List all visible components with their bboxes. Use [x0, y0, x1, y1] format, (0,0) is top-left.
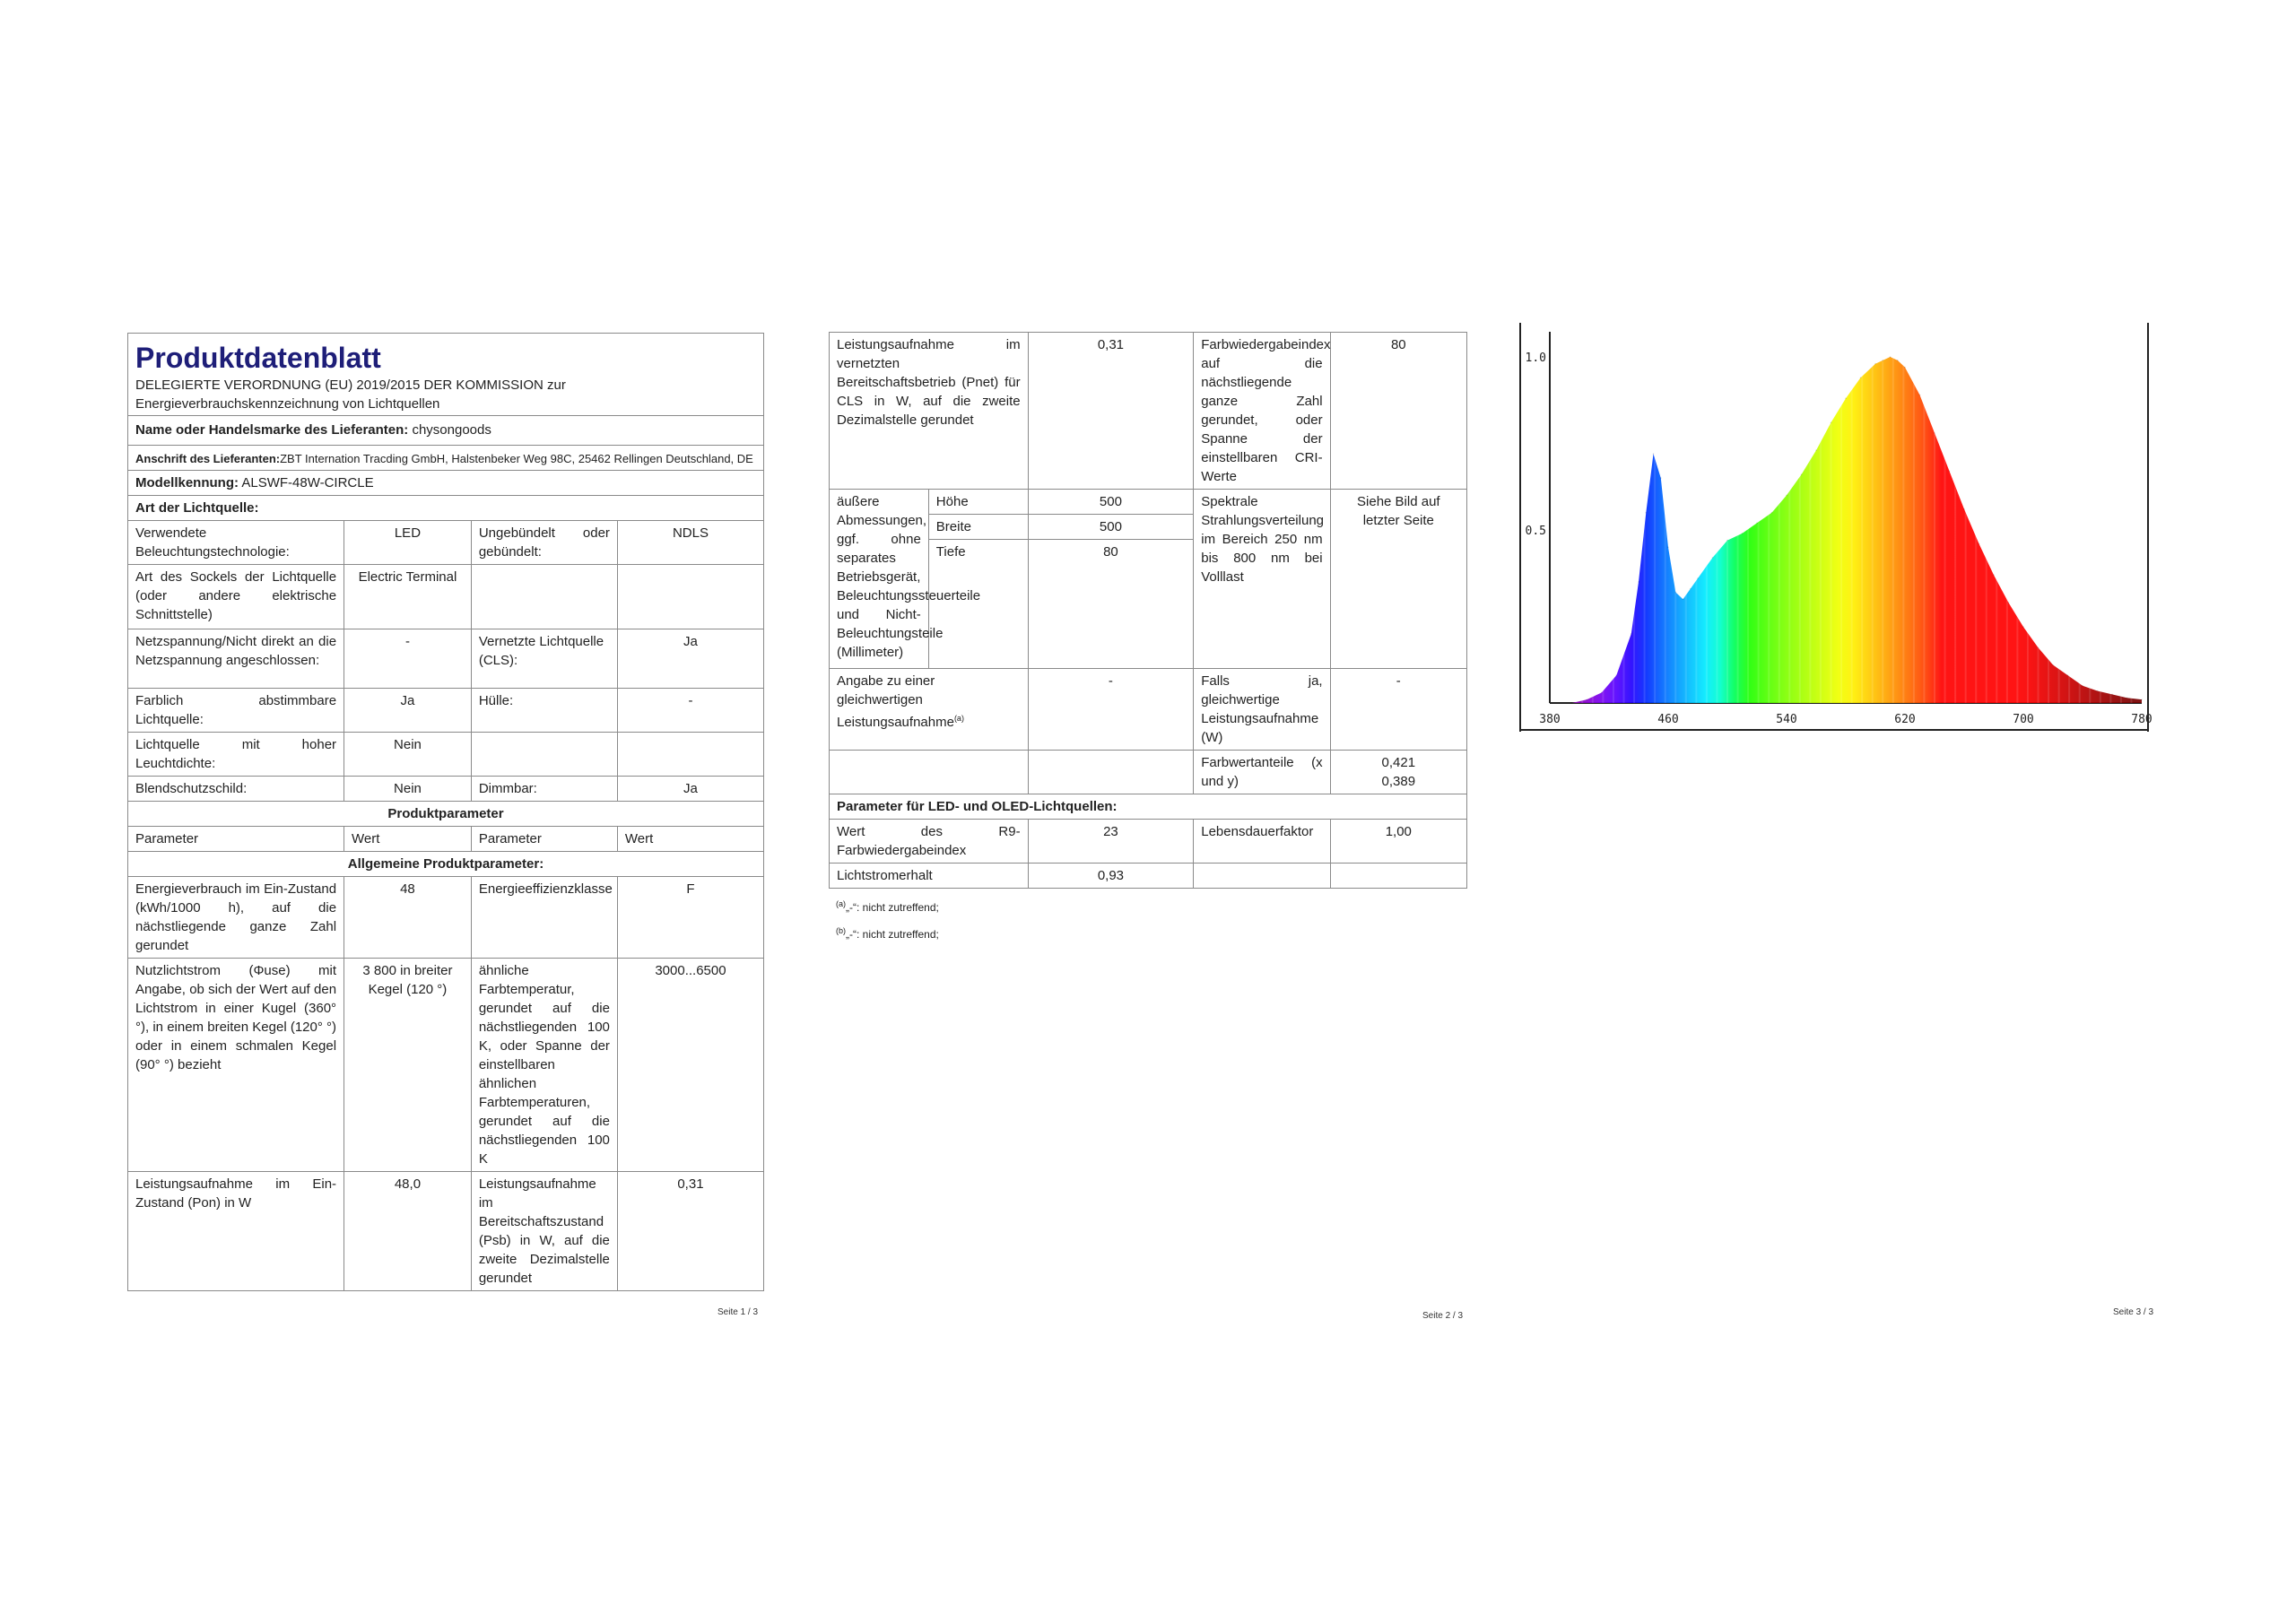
data-point: [1638, 581, 1639, 583]
energy-consumption-value: 48: [344, 877, 472, 959]
chromaticity-label: Farbwertanteile (x und y): [1194, 751, 1330, 794]
anti-glare-label: Blendschutzschild:: [128, 777, 344, 802]
cct-label: ähnliche Farbtemperatur, gerundet auf die nächstliegenden 100 K, oder Spanne der einstellbaren ähnlichen Farbtemperaturen, gerundet auf die nächstliegenden 100 K: [471, 959, 617, 1172]
data-point: [1890, 356, 1892, 358]
cap-type-value: Electric Terminal: [344, 565, 472, 629]
section-led-parameters: Parameter für LED- und OLED-Lichtquellen:: [830, 794, 1467, 820]
footnote-b: [836, 919, 1467, 946]
cct-value: 3000...6500: [617, 959, 763, 1172]
column-header-parameter: Parameter: [128, 827, 344, 852]
data-point: [1949, 471, 1951, 473]
model-id-label: Modellkennung:: [135, 475, 239, 490]
survival-factor-label: Lebensdauerfaktor: [1194, 820, 1330, 864]
empty-cell: [471, 733, 617, 777]
data-point: [2067, 674, 2069, 676]
data-point: [1615, 674, 1617, 676]
data-point: [1601, 692, 1603, 694]
color-tunable-value: Ja: [344, 689, 472, 733]
y-tick-label: 0.5: [1525, 525, 1546, 538]
page-footer-1: Seite 1 / 3: [718, 1307, 759, 1317]
width-label: Breite: [928, 515, 1028, 540]
high-luminance-value: Nein: [344, 733, 472, 777]
data-point: [1631, 633, 1632, 635]
energy-class-value: F: [617, 877, 763, 959]
lumen-maintenance-label: Lichtstromerhalt: [830, 864, 1029, 889]
empty-cell: [1194, 864, 1330, 889]
supplier-address-label: Anschrift des Lieferanten:: [135, 452, 281, 465]
data-point: [1645, 512, 1647, 514]
empty-cell: [1330, 864, 1466, 889]
data-point: [1653, 453, 1655, 455]
dimensions-label: äußere Abmessungen, ggf. ohne separates Betriebsgerät, Beleuchtungssteuerteile und Nicht-Beleuchtungsteile (Millimeter): [830, 490, 929, 669]
section-product-parameters: Produktparameter: [128, 802, 764, 827]
cri-label: Farbwiedergabeindex auf die nächstliegende ganze Zahl gerundet, oder Spanne der einstellbaren CRI-Werte: [1194, 333, 1330, 490]
empty-cell: [830, 751, 1029, 794]
mains-value: -: [344, 629, 472, 689]
data-point: [1667, 547, 1669, 549]
on-mode-power-label: Leistungsaufnahme im Ein-Zustand (Pon) in W: [128, 1172, 344, 1291]
data-point: [1683, 598, 1684, 600]
data-point: [1831, 422, 1832, 424]
data-point: [2082, 685, 2083, 687]
footnote-b-marker: (b): [836, 926, 846, 935]
empty-cell: [617, 565, 763, 629]
data-point: [2097, 690, 2099, 692]
standby-power-label: Leistungsaufnahme im Bereitschaftszustand (Psb) in W, auf die zweite Dezimalstelle gerundet: [471, 1172, 617, 1291]
supplier-name-value: chysongoods: [412, 422, 491, 438]
lighting-technology-value: LED: [344, 521, 472, 565]
energy-consumption-label: Energieverbrauch im Ein-Zustand (kWh/1000 h), auf die nächstliegende ganze Zahl gerundet: [128, 877, 344, 959]
survival-factor-value: 1,00: [1330, 820, 1466, 864]
data-point: [1963, 508, 1965, 510]
data-point: [1660, 477, 1662, 479]
empty-cell: [1028, 751, 1194, 794]
dimmable-label: Dimmbar:: [471, 777, 617, 802]
equivalent-power-label: [830, 669, 1029, 751]
data-point: [1979, 543, 1980, 545]
data-point: [1690, 588, 1692, 590]
data-point: [1756, 522, 1758, 524]
spectral-distribution-label: Spektrale Strahlungsverteilung im Bereich 250 nm bis 800 nm bei Volllast: [1194, 490, 1330, 669]
equivalent-power-w-value: -: [1330, 669, 1466, 751]
equivalent-power-text: Angabe zu einer gleichwertigen Leistungsaufnahme: [837, 673, 954, 730]
chromaticity-x: 0,421: [1381, 755, 1416, 770]
data-point: [1904, 367, 1906, 369]
data-point: [2038, 647, 2039, 648]
anti-glare-value: Nein: [344, 777, 472, 802]
cri-value: 80: [1330, 333, 1466, 490]
directional-value: NDLS: [617, 521, 763, 565]
width-value: 500: [1028, 515, 1194, 540]
spectrum-chart: [1516, 323, 2152, 732]
envelope-value: -: [617, 689, 763, 733]
data-point: [2111, 694, 2113, 696]
footnote-a-marker: (a): [836, 899, 846, 908]
useful-flux-value: 3 800 in breiter Kegel (120 °): [344, 959, 472, 1172]
data-point: [1801, 473, 1803, 475]
equivalent-power-w-label: Falls ja, gleichwertige Leistungsaufnahme (W): [1194, 669, 1330, 751]
dimmable-value: Ja: [617, 777, 763, 802]
empty-cell: [617, 733, 763, 777]
data-point: [1897, 360, 1899, 361]
networked-standby-value: 0,31: [1028, 333, 1194, 490]
data-point: [2126, 697, 2128, 699]
height-label: Höhe: [928, 490, 1028, 515]
on-mode-power-value: 48,0: [344, 1172, 472, 1291]
datasheet-page-1: [127, 333, 764, 1291]
chromaticity-y: 0,389: [1381, 774, 1416, 789]
x-tick-label: 780: [2131, 713, 2152, 726]
data-point: [1586, 699, 1587, 700]
empty-cell: [471, 565, 617, 629]
supplier-name-label: Name oder Handelsmarke des Lieferanten:: [135, 422, 409, 438]
spectrum-area: [1572, 357, 2142, 703]
useful-flux-label: Nutzlichtstrom (Φuse) mit Angabe, ob sich der Wert auf den Lichtstrom in einer Kugel (360° °), in einem breiten Kegel (120° °) oder in einem schmalen Kegel (90° °) bezieht: [128, 959, 344, 1172]
data-point: [1726, 540, 1728, 542]
height-value: 500: [1028, 490, 1194, 515]
footnote-a-mark: (a): [953, 714, 964, 723]
lighting-technology-label: Verwendete Beleuchtungstechnologie:: [128, 521, 344, 565]
regulation-subtitle: DELEGIERTE VERORDNUNG (EU) 2019/2015 DER KOMMISSION zur Energieverbrauchskennzeichnung von Lichtquellen: [135, 378, 566, 412]
y-tick-label: 1.0: [1525, 352, 1546, 365]
x-tick-label: 700: [2013, 713, 2034, 726]
x-tick-label: 380: [1539, 713, 1561, 726]
footnote-a: [836, 892, 1467, 919]
footnote-b-text: „-“: nicht zutreffend;: [846, 928, 939, 941]
data-point: [1845, 398, 1847, 400]
data-point: [2052, 664, 2054, 666]
section-general-parameters: Allgemeine Produktparameter:: [128, 852, 764, 877]
page-title: Produktdatenblatt: [135, 342, 381, 374]
data-point: [2141, 699, 2143, 700]
x-tick-label: 460: [1657, 713, 1679, 726]
data-point: [1815, 449, 1817, 451]
x-tick-label: 540: [1776, 713, 1797, 726]
depth-value: 80: [1028, 540, 1194, 669]
data-point: [1697, 577, 1699, 579]
chromaticity-value: [1330, 751, 1466, 794]
data-point: [1882, 360, 1883, 361]
mains-label: Netzspannung/Nicht direkt an die Netzspannung angeschlossen:: [128, 629, 344, 689]
data-point: [1712, 557, 1714, 559]
data-point: [1786, 495, 1787, 497]
depth-label: Tiefe: [928, 540, 1028, 669]
equivalent-power-value: -: [1028, 669, 1194, 751]
high-luminance-label: Lichtquelle mit hoher Leuchtdichte:: [128, 733, 344, 777]
lumen-maintenance-value: 0,93: [1028, 864, 1194, 889]
cls-value: Ja: [617, 629, 763, 689]
r9-label: Wert des R9-Farbwiedergabeindex: [830, 820, 1029, 864]
datasheet-page-2: [829, 332, 1467, 946]
directional-label: Ungebündelt oder gebündelt:: [471, 521, 617, 565]
spectral-distribution-chart: [1516, 323, 2152, 732]
footnote-a-text: „-“: nicht zutreffend;: [846, 901, 939, 914]
standby-power-value: 0,31: [617, 1172, 763, 1291]
data-point: [1742, 533, 1744, 534]
page-footer-3: Seite 3 / 3: [2113, 1307, 2154, 1317]
x-tick-label: 620: [1894, 713, 1916, 726]
data-point: [1934, 432, 1935, 434]
data-point: [1860, 377, 1862, 378]
spectral-distribution-value: Siehe Bild auf letzter Seite: [1330, 490, 1466, 669]
section-light-source-type: Art der Lichtquelle:: [128, 496, 764, 521]
data-point: [1571, 702, 1573, 704]
model-id-value: ALSWF-48W-CIRCLE: [241, 475, 374, 490]
cls-label: Vernetzte Lichtquelle (CLS):: [471, 629, 617, 689]
column-header-value: Wert: [617, 827, 763, 852]
cap-type-label: Art des Sockels der Lichtquelle (oder andere elektrische Schnittstelle): [128, 565, 344, 629]
data-point: [1919, 395, 1921, 396]
data-point: [2022, 626, 2024, 628]
supplier-address-value: ZBT Internation Tracding GmbH, Halstenbeker Weg 98C, 25462 Rellingen Deutschland, DE: [280, 452, 753, 465]
footnotes: [829, 892, 1467, 946]
envelope-label: Hülle:: [471, 689, 617, 733]
data-point: [1874, 363, 1876, 365]
column-header-value: Wert: [344, 827, 472, 852]
r9-value: 23: [1028, 820, 1194, 864]
color-tunable-label: Farblich abstimmbare Lichtquelle:: [128, 689, 344, 733]
energy-class-label: Energieeffizienzklasse: [471, 877, 617, 959]
data-point: [1771, 512, 1773, 514]
networked-standby-label: Leistungsaufnahme im vernetzten Bereitschaftsbetrieb (Pnet) für CLS in W, auf die zweite Dezimalstelle gerundet: [830, 333, 1029, 490]
data-point: [2008, 602, 2010, 603]
data-point: [1674, 592, 1676, 594]
data-point: [1993, 574, 1995, 576]
column-header-parameter: Parameter: [471, 827, 617, 852]
page-footer-2: Seite 2 / 3: [1422, 1311, 1464, 1321]
